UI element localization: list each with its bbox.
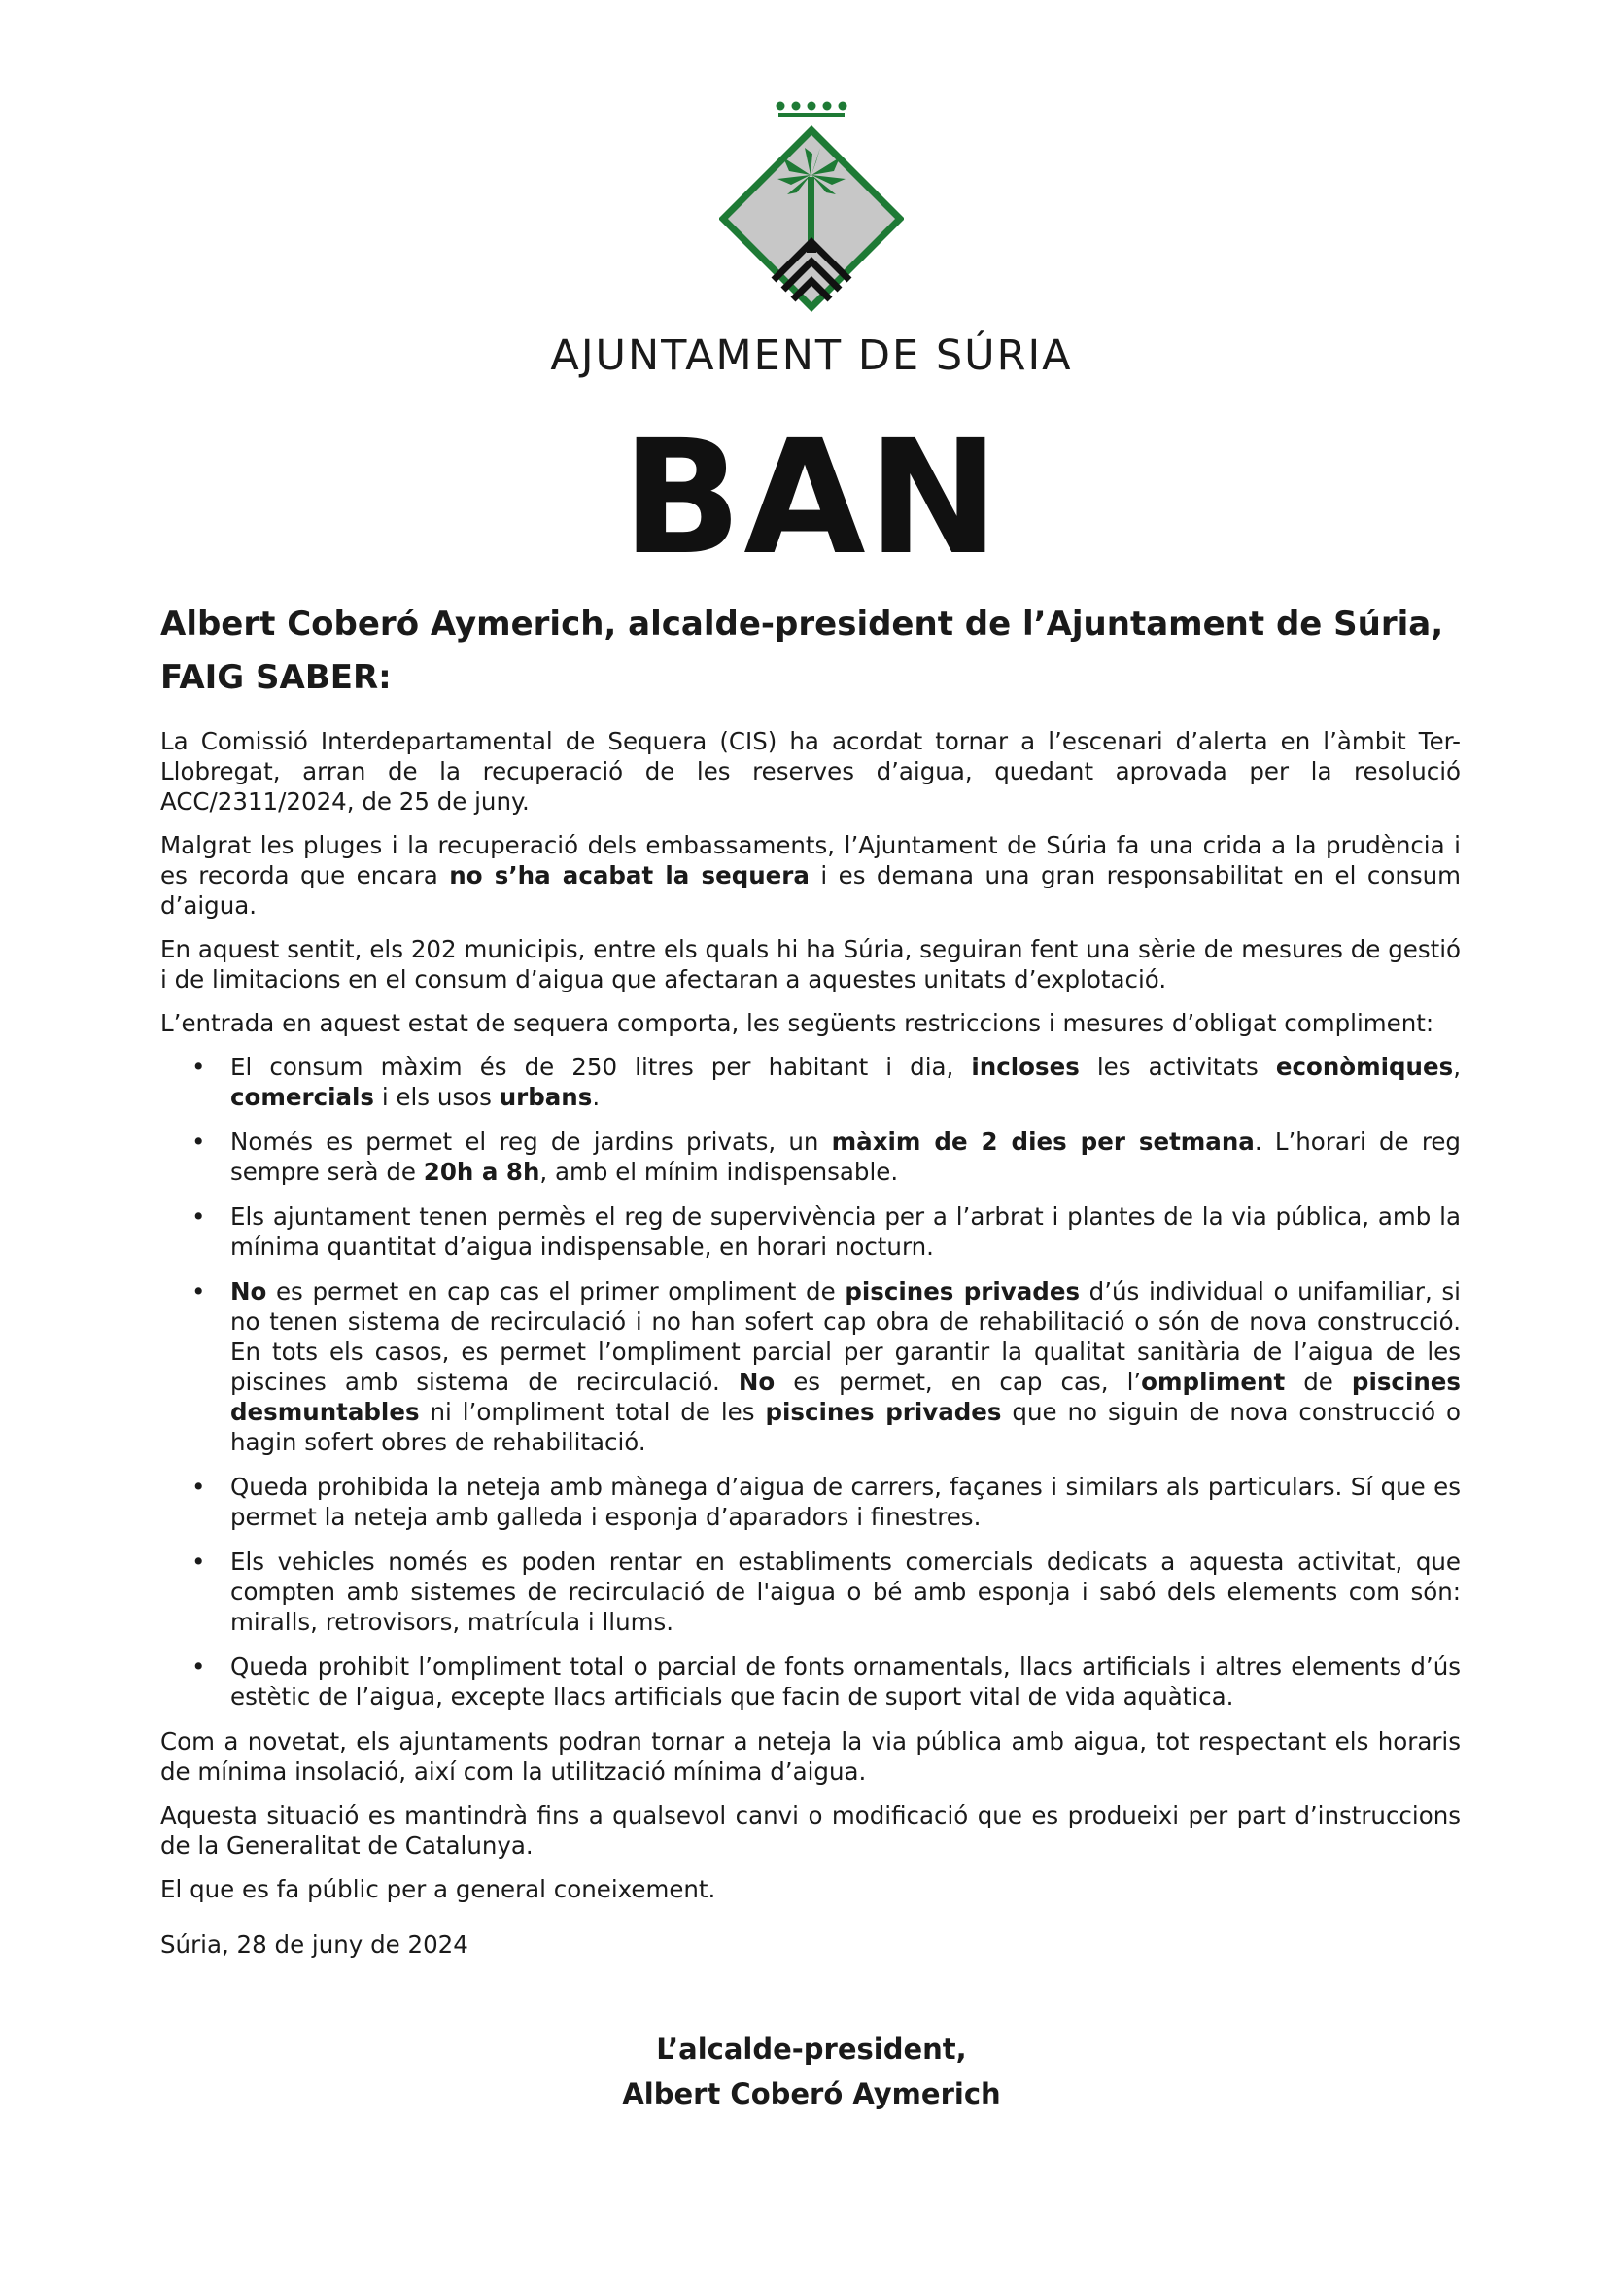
paragraph — [160, 830, 1461, 921]
signature-block — [0, 2027, 1623, 2116]
list-item: • Els ajuntament tenen permès el reg de supervivència per a l’arbrat i plantes de la via pública, amb la mínima quantitat d’aigua indispensable, en horari nocturn. — [230, 1201, 1461, 1262]
measures-list — [160, 1052, 1461, 1712]
intro-line: Albert Coberó Aymerich, alcalde-president de l’Ajuntament de Súria, — [160, 605, 1444, 644]
list-item: • Els vehicles només es poden rentar en establiments comercials dedicats a aquesta activitat, que compten amb sistemes de recirculació de l'aigua o bé amb esponja i sabó dels elements com són: miralls, retrovisors, matrícula i llums. — [230, 1547, 1461, 1637]
paragraph: En aquest sentit, els 202 municipis, entre els quals hi ha Súria, seguiran fent una sèrie de mesures de gestió i de limitacions en el consum d’aigua que afectaran a aquestes unitats d’explotació. — [160, 935, 1461, 993]
paragraph: L’entrada en aquest estat de sequera comporta, les següents restriccions i mesures d’obligat compliment: — [160, 1009, 1434, 1037]
list-item: • Queda prohibit l’ompliment total o parcial de fonts ornamentals, llacs artificials i altres elements d’ús estètic de l’aigua, excepte llacs artificials que facin de suport vital de vida aquàtica. — [230, 1652, 1461, 1712]
list-item: • Només es permet el reg de jardins privats, un màxim de 2 dies per setmana. L’horari de reg sempre serà de 20h a 8h, amb el mínim indispensable. — [230, 1127, 1461, 1187]
document-body — [160, 598, 1461, 1973]
paragraph: El que es fa públic per a general coneixement. — [160, 1875, 716, 1903]
paragraph: La Comissió Interdepartamental de Sequera (CIS) ha acordat tornar a l’escenari d’alerta en l’àmbit Ter-Llobregat, arran de la recuperació de les reserves d’aigua, quedant aprovada per la resolució ACC/2311/2024, de 25 de juny. — [160, 727, 1461, 816]
announcement-heading: FAIG SABER: — [160, 658, 392, 697]
document-title: BAN — [621, 407, 1002, 590]
list-item: • El consum màxim és de 250 litres per habitant i dia, incloses les activitats econòmiques, comercials i els usos urbans. — [230, 1052, 1461, 1112]
organization-name: AJUNTAMENT DE SÚRIA — [550, 331, 1073, 380]
list-item: • Queda prohibida la neteja amb mànega d’aigua de carrers, façanes i similars als particulars. Sí que es permet la neteja amb galleda i esponja d’aparadors i finestres. — [230, 1472, 1461, 1532]
body-text — [160, 726, 1461, 1960]
place-and-date: Súria, 28 de juny de 2024 — [160, 1931, 468, 1959]
paragraph-text: Malgrat les pluges i la recuperació dels embassaments, l’Ajuntament de Súria fa una crida a la prudència i es recorda que encara — [160, 831, 1461, 889]
signatory-role: L’alcalde-president, — [656, 2033, 967, 2066]
signatory-name: Albert Coberó Aymerich — [622, 2077, 1001, 2110]
municipal-coat-of-arms-icon — [719, 97, 904, 316]
letterhead — [0, 97, 1623, 380]
paragraph: Com a novetat, els ajuntaments podran tornar a neteja la via pública amb aigua, tot respectant els horaris de mínima insolació, així com la utilització mínima d’aigua. — [160, 1727, 1461, 1786]
emphasis: no s’ha acabat la sequera — [449, 861, 810, 889]
list-item: • No es permet en cap cas el primer ompliment de piscines privades d’ús individual o unifamiliar, si no tenen sistema de recirculació i no han sofert cap obra de rehabilitació o són de nova construcció. En tots els casos, es permet l’ompliment parcial per garantir la qualitat sanitària de l’aigua de les piscines amb sistema de recirculació. No es permet, en cap cas, l’ompliment de piscines desmuntables ni l’ompliment total de les piscines privades que no siguin de nova construcció o hagin sofert obres de rehabilitació. — [230, 1276, 1461, 1457]
paragraph: Aquesta situació es mantindrà fins a qualsevol canvi o modificació que es produeixi per part d’instruccions de la Generalitat de Catalunya. — [160, 1801, 1461, 1860]
paragraph-text: i es demana una gran responsabilitat en el consum d’aigua. — [160, 861, 1462, 920]
